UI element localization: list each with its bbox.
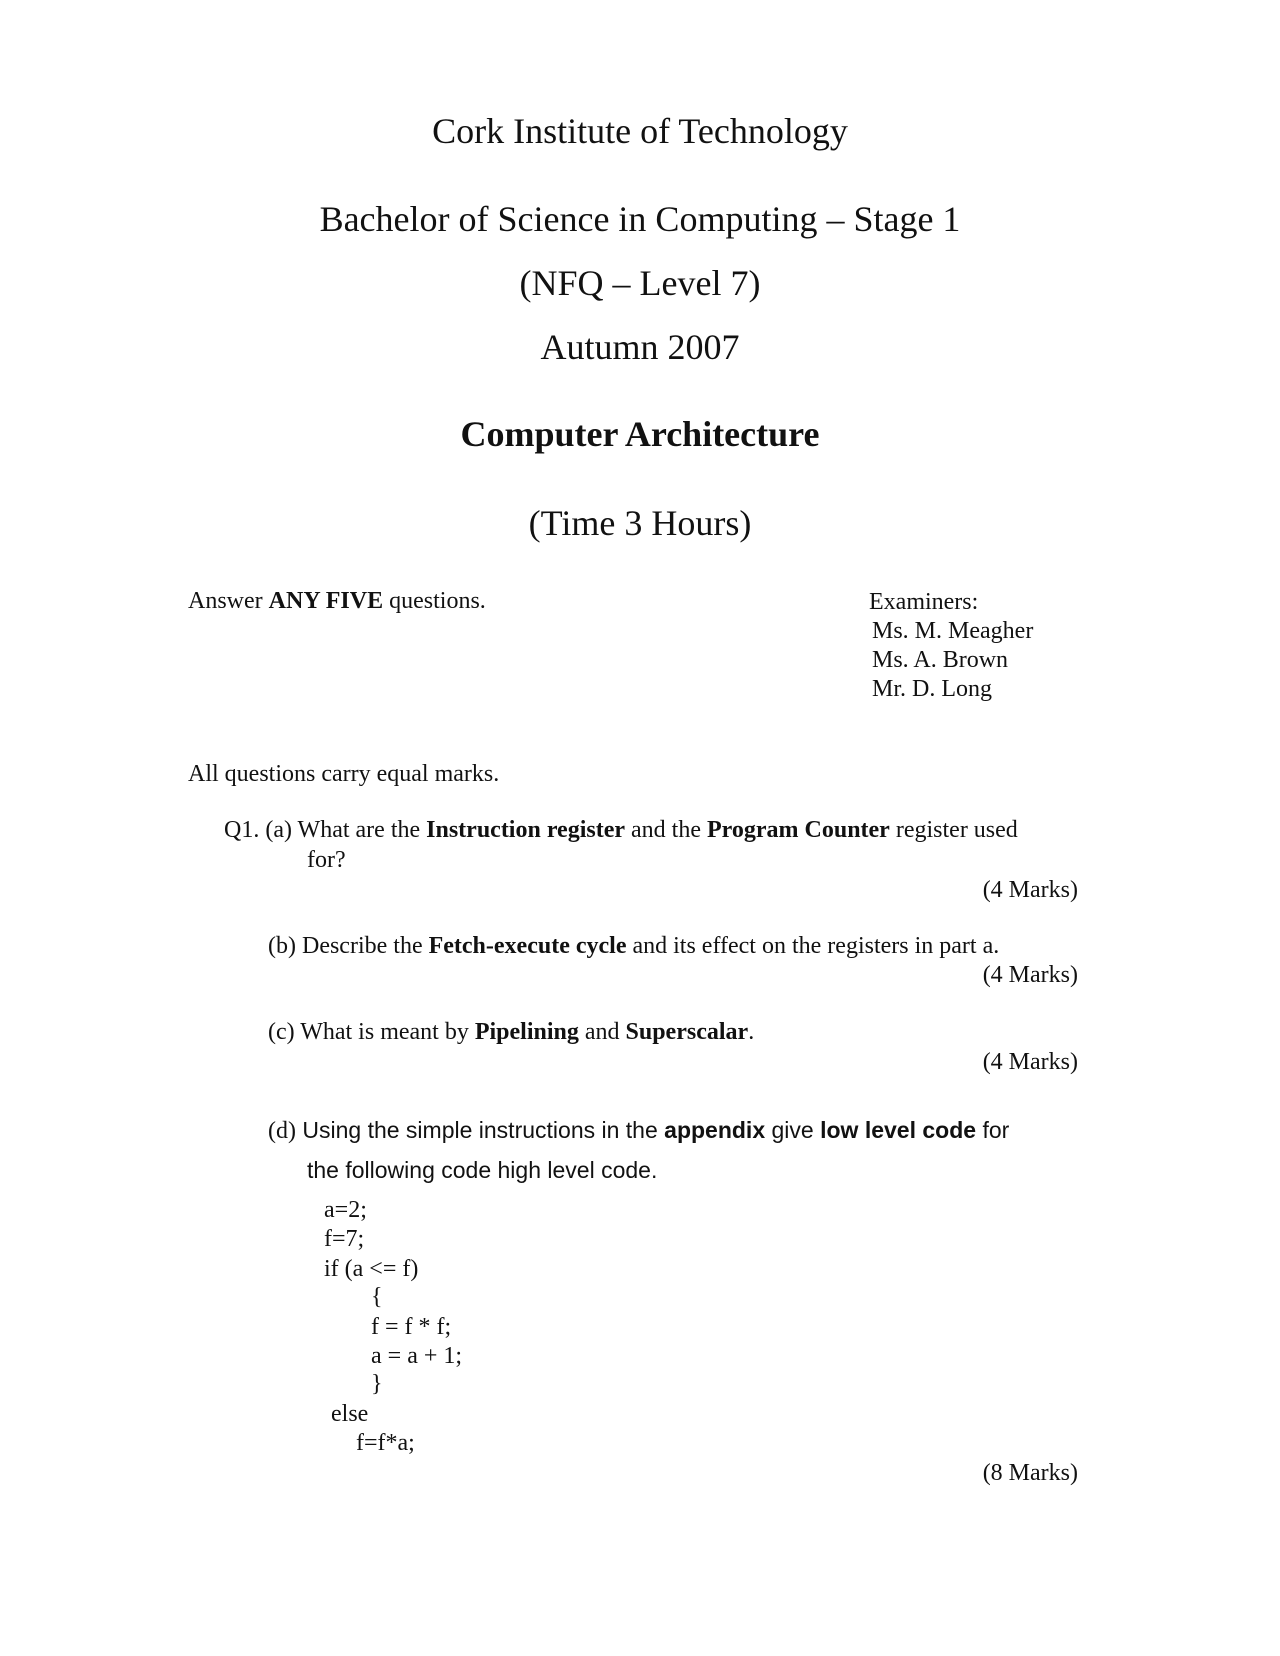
programme-title: Bachelor of Science in Computing – Stage 1 <box>319 199 961 239</box>
code-line: f = f * f; <box>371 1314 452 1340</box>
question-1-part-a: Q1. (a) What are the Instruction register and the Program Counter register used <box>224 817 1018 843</box>
code-line: f=f*a; <box>356 1430 415 1456</box>
answer-instruction: Answer ANY FIVE questions. <box>188 588 486 614</box>
equal-marks-note: All questions carry equal marks. <box>188 761 500 787</box>
subject-title: Computer Architecture <box>460 414 820 454</box>
question-1-part-a-continuation: for? <box>307 847 346 873</box>
exam-duration: (Time 3 Hours) <box>528 503 752 543</box>
examiners-block <box>869 588 1033 704</box>
code-line: a=2; <box>324 1197 367 1223</box>
code-line: a = a + 1; <box>371 1343 463 1369</box>
marks-part-c: (4 Marks) <box>982 1049 1078 1075</box>
question-1-part-d: (d) Using the simple instructions in the appendix give low level code for <box>268 1117 1010 1144</box>
institution-name: Cork Institute of Technology <box>432 111 848 151</box>
question-1-part-d-continuation: the following code high level code. <box>307 1157 658 1183</box>
code-line: f=7; <box>324 1226 365 1252</box>
examiner-name: Ms. A. Brown <box>872 647 1009 673</box>
exam-session: Autumn 2007 <box>540 327 740 367</box>
examiner-name: Mr. D. Long <box>872 676 992 702</box>
code-line: { <box>371 1284 383 1310</box>
code-line: if (a <= f) <box>324 1256 419 1282</box>
question-1-part-b: (b) Describe the Fetch-execute cycle and its effect on the registers in part a. <box>268 933 1000 959</box>
marks-part-d: (8 Marks) <box>982 1460 1078 1486</box>
nfq-level: (NFQ – Level 7) <box>519 263 761 303</box>
examiner-name: Ms. M. Meagher <box>872 618 1034 644</box>
marks-part-a: (4 Marks) <box>982 877 1078 903</box>
code-line: else <box>331 1401 369 1427</box>
examiners-label: Examiners: <box>869 589 979 615</box>
question-1-part-c: (c) What is meant by Pipelining and Superscalar. <box>268 1019 755 1045</box>
code-line: } <box>371 1371 383 1397</box>
marks-part-b: (4 Marks) <box>982 962 1078 988</box>
